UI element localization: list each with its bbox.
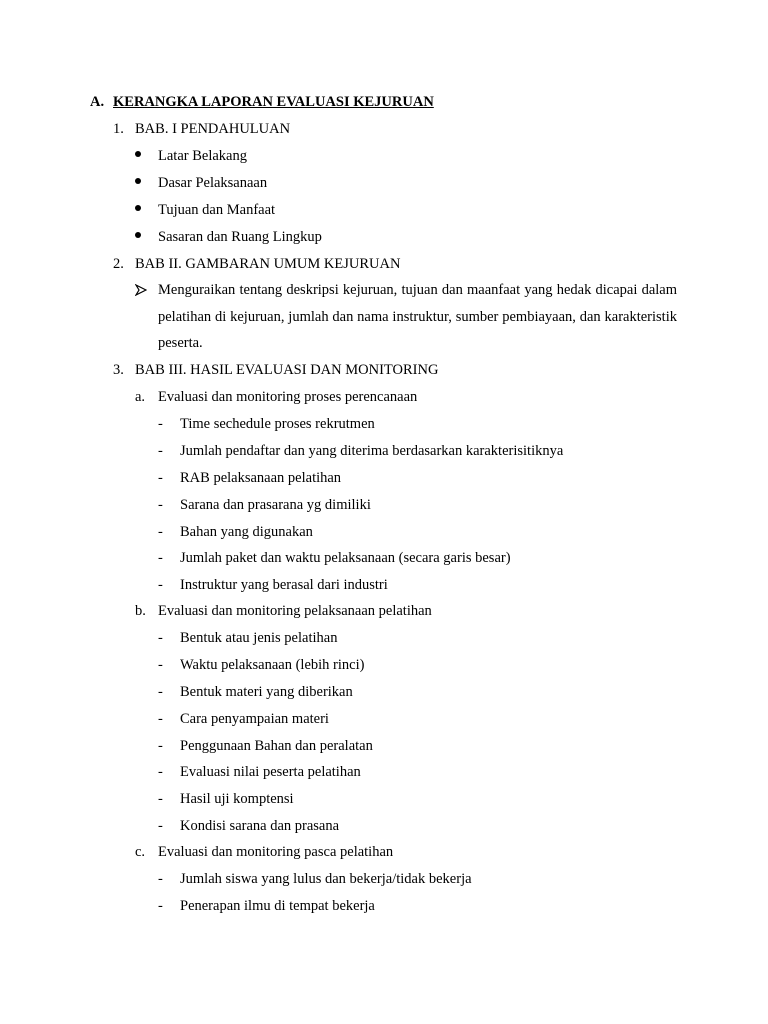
- dash-marker: -: [158, 818, 163, 834]
- subsection-letter: a.: [135, 389, 146, 405]
- list-item: Kondisi sarana dan prasana: [180, 818, 340, 834]
- subsection-title: Evaluasi dan monitoring pelaksanaan pelatihan: [158, 603, 432, 619]
- list-item: Bahan yang digunakan: [180, 524, 313, 540]
- list-item: Jumlah pendaftar dan yang diterima berdasarkan karakterisitiknya: [180, 443, 564, 459]
- chapter-title: BAB III. HASIL EVALUASI DAN MONITORING: [135, 362, 439, 378]
- list-item: Waktu pelaksanaan (lebih rinci): [180, 657, 365, 673]
- list-item: Penggunaan Bahan dan peralatan: [180, 738, 373, 754]
- dash-marker: -: [158, 497, 163, 513]
- dash-marker: -: [158, 416, 163, 432]
- list-item: Evaluasi nilai peserta pelatihan: [180, 764, 361, 780]
- bullet-icon: [135, 151, 141, 157]
- list-item: Sasaran dan Ruang Lingkup: [158, 229, 322, 245]
- list-item: Bentuk materi yang diberikan: [180, 684, 353, 700]
- bullet-icon: [135, 178, 141, 184]
- dash-marker: -: [158, 764, 163, 780]
- chapter-number: 3.: [113, 362, 124, 378]
- chapter-number: 1.: [113, 121, 124, 137]
- dash-marker: -: [158, 898, 163, 914]
- list-item: Instruktur yang berasal dari industri: [180, 577, 388, 593]
- list-item: Jumlah paket dan waktu pelaksanaan (secara garis besar): [180, 550, 511, 566]
- dash-marker: -: [158, 470, 163, 486]
- chapter-number: 2.: [113, 256, 124, 272]
- chapter-title: BAB II. GAMBARAN UMUM KEJURUAN: [135, 256, 401, 272]
- bullet-icon: [135, 205, 141, 211]
- subsection-letter: b.: [135, 603, 146, 619]
- dash-marker: -: [158, 711, 163, 727]
- list-item: Hasil uji komptensi: [180, 791, 294, 807]
- dash-marker: -: [158, 524, 163, 540]
- chapter-description: Menguraikan tentang deskripsi kejuruan, tujuan dan maanfaat yang hedak dicapai dalam pelatihan di kejuruan, jumlah dan nama instruktur, sumber pembiayaan, dan karakteristik peserta.: [158, 282, 677, 352]
- list-item: Jumlah siswa yang lulus dan bekerja/tidak bekerja: [180, 871, 472, 887]
- dash-marker: -: [158, 577, 163, 593]
- dash-marker: -: [158, 630, 163, 646]
- list-item: Latar Belakang: [158, 148, 247, 164]
- list-item: Bentuk atau jenis pelatihan: [180, 630, 338, 646]
- subsection-title: Evaluasi dan monitoring proses perencanaan: [158, 389, 418, 405]
- dash-marker: -: [158, 684, 163, 700]
- list-item: Tujuan dan Manfaat: [158, 202, 276, 218]
- list-item: RAB pelaksanaan pelatihan: [180, 470, 342, 486]
- dash-marker: -: [158, 871, 163, 887]
- section-marker: A.: [90, 94, 105, 110]
- dash-marker: -: [158, 791, 163, 807]
- list-item: Cara penyampaian materi: [180, 711, 329, 727]
- document-title: KERANGKA LAPORAN EVALUASI KEJURUAN: [113, 94, 434, 110]
- list-item: Penerapan ilmu di tempat bekerja: [180, 898, 375, 914]
- arrowhead-bullet-icon: [135, 284, 147, 296]
- dash-marker: -: [158, 657, 163, 673]
- dash-marker: -: [158, 738, 163, 754]
- list-item: Time sechedule proses rekrutmen: [180, 416, 375, 432]
- chapter-title: BAB. I PENDAHULUAN: [135, 121, 291, 137]
- list-item: Sarana dan prasarana yg dimiliki: [180, 497, 371, 513]
- bullet-icon: [135, 232, 141, 238]
- dash-marker: -: [158, 443, 163, 459]
- subsection-title: Evaluasi dan monitoring pasca pelatihan: [158, 844, 394, 860]
- subsection-letter: c.: [135, 844, 146, 860]
- list-item: Dasar Pelaksanaan: [158, 175, 268, 191]
- dash-marker: -: [158, 550, 163, 566]
